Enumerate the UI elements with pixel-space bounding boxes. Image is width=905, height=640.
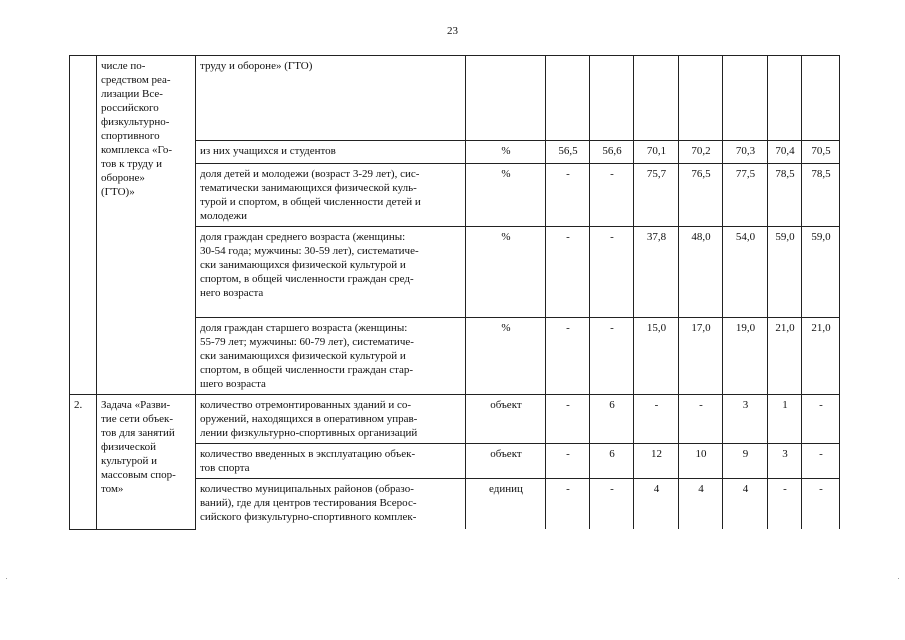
value-cell: - <box>768 479 802 530</box>
value-cell: 3 <box>768 444 802 479</box>
value-cell: - <box>802 444 840 479</box>
indicators-table <box>69 55 840 530</box>
indicator-cell: из них учащихся и студентов <box>196 141 466 164</box>
unit-cell: объект <box>466 395 546 444</box>
value-cell: 48,0 <box>679 227 723 318</box>
value-cell: 59,0 <box>768 227 802 318</box>
value-cell: 70,3 <box>723 141 768 164</box>
value-cell: - <box>590 479 634 530</box>
value-cell: 3 <box>723 395 768 444</box>
unit-cell <box>466 56 546 141</box>
value-cell: 4 <box>634 479 679 530</box>
value-cell: 19,0 <box>723 318 768 395</box>
indicator-cell: доля граждан старшего возраста (женщины: 55-79 лет; мужчины: 60-79 лет), систематиче- ски занимающихся физической культурой и спортом, в общей численности граждан стар- шего возраста <box>196 318 466 395</box>
indicator-cell: доля детей и молодежи (возраст 3-29 лет), сис- тематически занимающихся физической куль- турой и спортом, в общей численности детей и молодежи <box>196 164 466 227</box>
value-cell: 56,6 <box>590 141 634 164</box>
value-cell <box>802 56 840 141</box>
unit-cell: % <box>466 318 546 395</box>
table-row <box>70 395 840 444</box>
table-row <box>70 56 840 141</box>
row-number-cell <box>70 56 97 395</box>
value-cell <box>723 56 768 141</box>
value-cell: - <box>590 227 634 318</box>
value-cell: 78,5 <box>768 164 802 227</box>
value-cell <box>679 56 723 141</box>
value-cell: - <box>546 479 590 530</box>
value-cell: - <box>590 164 634 227</box>
value-cell: 17,0 <box>679 318 723 395</box>
value-cell: 9 <box>723 444 768 479</box>
value-cell: 77,5 <box>723 164 768 227</box>
value-cell: 21,0 <box>802 318 840 395</box>
page-number: 23 <box>447 25 458 37</box>
indicator-cell: количество отремонтированных зданий и со- оружений, находящихся в оперативном управ- лении физкультурно-спортивных организаций <box>196 395 466 444</box>
value-cell: 70,5 <box>802 141 840 164</box>
value-cell: 75,7 <box>634 164 679 227</box>
value-cell: - <box>802 395 840 444</box>
value-cell: 78,5 <box>802 164 840 227</box>
value-cell: 4 <box>679 479 723 530</box>
value-cell: - <box>546 164 590 227</box>
value-cell <box>634 56 679 141</box>
value-cell: 54,0 <box>723 227 768 318</box>
value-cell: 70,4 <box>768 141 802 164</box>
value-cell <box>590 56 634 141</box>
value-cell: 6 <box>590 395 634 444</box>
indicator-cell: труду и обороне» (ГТО) <box>196 56 466 141</box>
value-cell: - <box>546 227 590 318</box>
scan-edge-mark <box>898 578 899 579</box>
indicator-cell: количество муниципальных районов (образо- ваний), где для центров тестирования Всерос- сийского физкультурно-спортивного комплек- <box>196 479 466 530</box>
task-cell: числе по- средством реа- лизации Все- российского физкультурно- спортивного комплекса «Го- тов к труду и обороне» (ГТО)» <box>97 56 196 395</box>
unit-cell: % <box>466 227 546 318</box>
value-cell: 37,8 <box>634 227 679 318</box>
value-cell: 76,5 <box>679 164 723 227</box>
value-cell: - <box>634 395 679 444</box>
scan-edge-mark <box>6 578 7 579</box>
value-cell: - <box>546 395 590 444</box>
value-cell: - <box>590 318 634 395</box>
row-number-cell: 2. <box>70 395 97 530</box>
value-cell: 10 <box>679 444 723 479</box>
value-cell: 59,0 <box>802 227 840 318</box>
indicator-cell: количество введенных в эксплуатацию объек- тов спорта <box>196 444 466 479</box>
value-cell: 56,5 <box>546 141 590 164</box>
unit-cell: % <box>466 141 546 164</box>
value-cell: 21,0 <box>768 318 802 395</box>
value-cell: 6 <box>590 444 634 479</box>
value-cell: - <box>546 318 590 395</box>
value-cell: 12 <box>634 444 679 479</box>
value-cell: 1 <box>768 395 802 444</box>
value-cell <box>546 56 590 141</box>
value-cell: 15,0 <box>634 318 679 395</box>
value-cell: 70,2 <box>679 141 723 164</box>
task-cell: Задача «Разви- тие сети объек- тов для занятий физической культурой и массовым спор- том» <box>97 395 196 530</box>
value-cell <box>768 56 802 141</box>
unit-cell: объект <box>466 444 546 479</box>
value-cell: - <box>802 479 840 530</box>
indicator-cell: доля граждан среднего возраста (женщины: 30-54 года; мужчины: 30-59 лет), систематиче- ски занимающихся физической культурой и спортом, в общей численности граждан сред- него возраста <box>196 227 466 318</box>
unit-cell: единиц <box>466 479 546 530</box>
value-cell: 4 <box>723 479 768 530</box>
value-cell: 70,1 <box>634 141 679 164</box>
value-cell: - <box>679 395 723 444</box>
value-cell: - <box>546 444 590 479</box>
unit-cell: % <box>466 164 546 227</box>
